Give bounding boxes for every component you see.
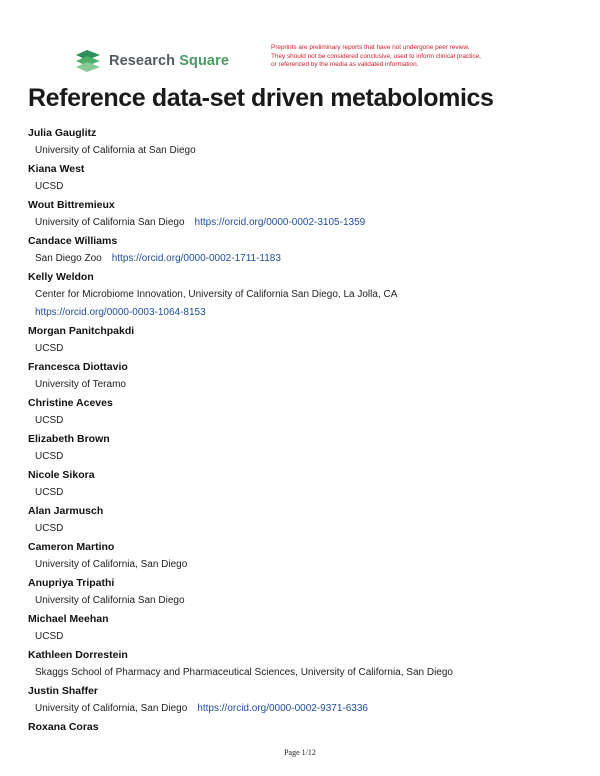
logo-name: Research — [109, 53, 176, 69]
affiliation-text: UCSD — [35, 631, 64, 642]
author-affiliation — [28, 214, 588, 232]
author-affiliation — [28, 448, 588, 466]
author-entry — [28, 160, 588, 196]
affiliation-text: University of Teramo — [35, 379, 126, 390]
author-entry — [28, 574, 588, 610]
author-affiliation — [28, 178, 588, 196]
author-entry — [28, 322, 588, 358]
affiliation-text: University of California, San Diego — [35, 559, 188, 570]
author-name: Christine Aceves — [28, 397, 113, 409]
author-affiliation — [28, 556, 588, 574]
affiliation-text: University of California San Diego — [35, 217, 185, 228]
affiliation-text: UCSD — [35, 343, 64, 354]
author-affiliation — [28, 250, 588, 268]
affiliation-text: UCSD — [35, 451, 64, 462]
affiliation-text: University of California, San Diego — [35, 703, 188, 714]
research-square-logo-icon — [74, 48, 102, 74]
author-entry — [28, 124, 588, 160]
author-name: Wout Bittremieux — [28, 199, 115, 211]
page-number: Page 1/12 — [284, 748, 316, 757]
logo-wordmark — [109, 53, 229, 69]
orcid-link[interactable]: https://orcid.org/0000-0002-1711-1183 — [111, 253, 281, 264]
author-entry — [28, 430, 588, 466]
author-name: Alan Jarmusch — [28, 505, 104, 517]
author-entry — [28, 466, 588, 502]
affiliation-text: UCSD — [35, 415, 64, 426]
author-affiliation — [28, 592, 588, 610]
author-orcid-line — [28, 304, 588, 322]
author-affiliation — [28, 412, 588, 430]
affiliation-text: Skaggs School of Pharmacy and Pharmaceutical Sciences, University of California, San Diego — [35, 667, 453, 678]
author-affiliation — [28, 142, 588, 160]
research-square-logo[interactable] — [74, 48, 229, 74]
author-name: Elizabeth Brown — [28, 433, 110, 445]
author-name: Morgan Panitchpakdi — [28, 325, 135, 337]
author-entry — [28, 718, 588, 736]
author-entry — [28, 538, 588, 574]
author-affiliation — [28, 664, 588, 682]
author-name: Roxana Coras — [28, 721, 99, 733]
affiliation-text: UCSD — [35, 487, 64, 498]
affiliation-text: Center for Microbiome Innovation, University of California San Diego, La Jolla, CA — [35, 289, 398, 300]
author-name: Anupriya Tripathi — [28, 577, 115, 589]
author-entry — [28, 502, 588, 538]
author-entry — [28, 610, 588, 646]
affiliation-text: UCSD — [35, 523, 64, 534]
author-entry — [28, 196, 588, 232]
author-name: Candace Williams — [28, 235, 118, 247]
affiliation-text: UCSD — [35, 181, 64, 192]
author-entry — [28, 394, 588, 430]
author-name: Michael Meehan — [28, 613, 109, 625]
author-affiliation — [28, 484, 588, 502]
author-entry — [28, 682, 588, 718]
author-affiliation — [28, 376, 588, 394]
orcid-link[interactable]: https://orcid.org/0000-0002-3105-1359 — [194, 217, 366, 228]
author-name: Kathleen Dorrestein — [28, 649, 128, 661]
author-entry — [28, 358, 588, 394]
logo-name-accent: Square — [179, 53, 229, 69]
affiliation-text: San Diego Zoo — [35, 253, 102, 264]
author-affiliation — [28, 628, 588, 646]
author-name: Cameron Martino — [28, 541, 115, 553]
affiliation-text: University of California San Diego — [35, 595, 185, 606]
affiliation-text: University of California at San Diego — [35, 145, 196, 156]
author-name: Kelly Weldon — [28, 271, 94, 283]
author-entry — [28, 268, 588, 322]
paper-title: Reference data-set driven metabolomics — [28, 84, 494, 112]
author-affiliation — [28, 520, 588, 538]
orcid-link[interactable]: https://orcid.org/0000-0002-9371-6336 — [197, 703, 368, 714]
author-name: Kiana West — [28, 163, 85, 175]
author-entry — [28, 646, 588, 682]
disclaimer-line: They should not be considered conclusive, used to inform clinical practice, — [271, 52, 481, 60]
author-entry — [28, 232, 588, 268]
author-affiliation — [28, 700, 588, 718]
author-list — [28, 124, 588, 736]
author-affiliation — [28, 340, 588, 358]
disclaimer-line: or referenced by the media as validated information. — [271, 61, 419, 69]
page-header — [74, 44, 544, 78]
author-name: Julia Gauglitz — [28, 127, 97, 139]
author-name: Justin Shaffer — [28, 685, 99, 697]
orcid-link[interactable]: https://orcid.org/0000-0003-1064-8153 — [35, 307, 206, 318]
preprint-disclaimer — [271, 44, 541, 70]
author-affiliation — [28, 286, 588, 304]
disclaimer-line: Preprints are preliminary reports that have not undergone peer review. — [271, 44, 470, 51]
author-name: Nicole Sikora — [28, 469, 95, 481]
author-name: Francesca Diottavio — [28, 361, 128, 373]
